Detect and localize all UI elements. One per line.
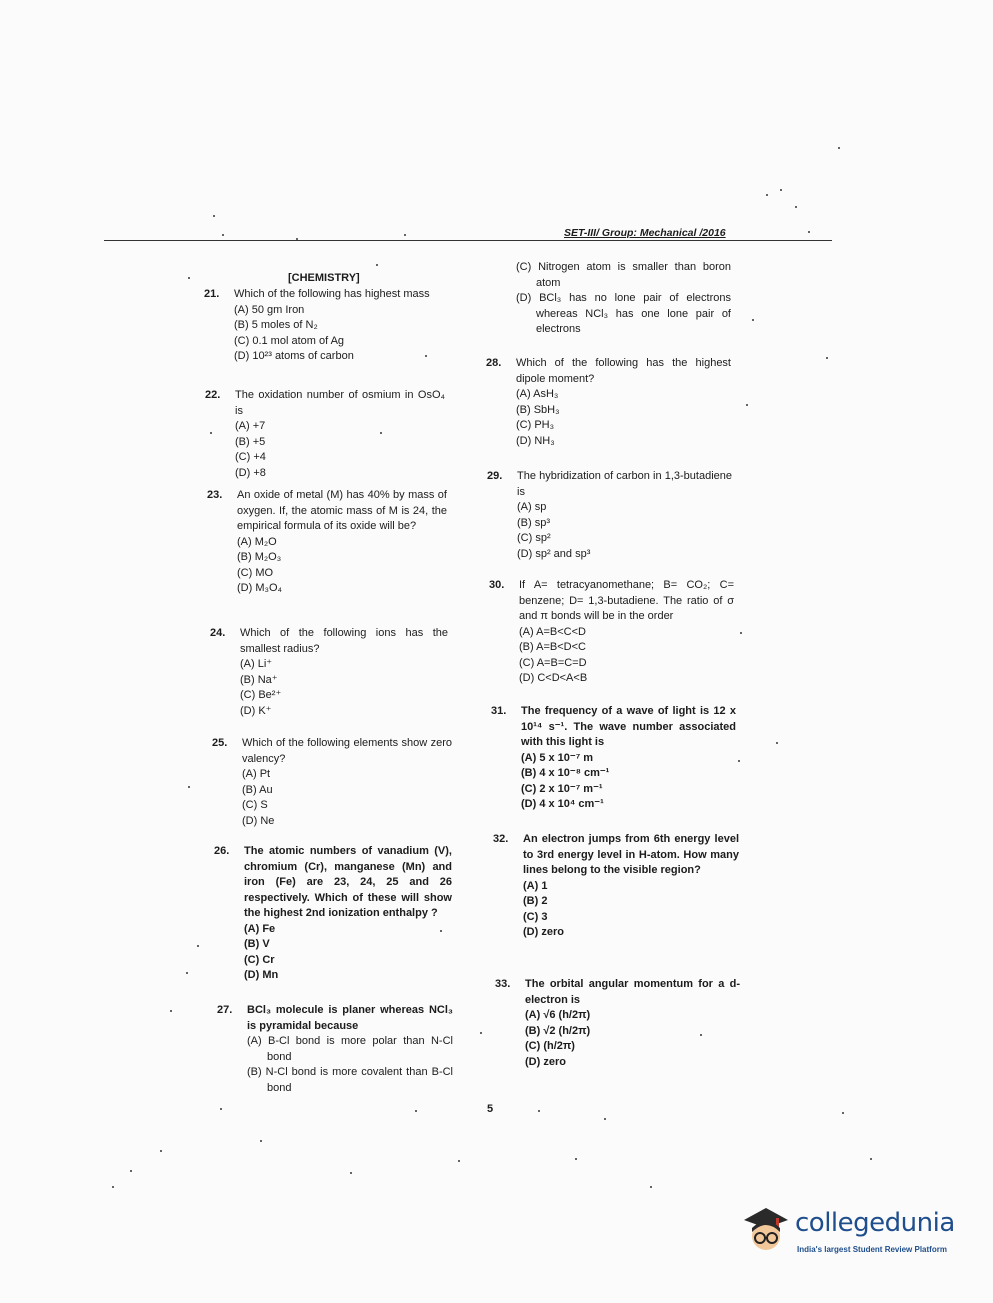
brand-tagline: India's largest Student Review Platform (797, 1245, 947, 1254)
option: (A) Li⁺ (240, 658, 273, 670)
option: (B) +5 (235, 435, 266, 448)
option: (B) 4 x 10⁻⁸ cm⁻¹ (521, 767, 610, 779)
option: (C) sp² (517, 532, 551, 544)
option: (D) 4 x 10⁴ cm⁻¹ (521, 798, 604, 810)
question-text: Which of the following has highest mass (234, 288, 430, 300)
question-text: The oxidation number of osmium in OsO₄ is (235, 389, 445, 417)
option: (D) C<D<A<B (519, 672, 588, 684)
option: (B) sp³ (517, 516, 550, 529)
option: (B) Na⁺ (240, 673, 278, 686)
option: (D) BCl₃ has no lone pair of electrons whereas NCl₃ has one lone pair of electrons (516, 292, 731, 335)
option: (A) Pt (242, 768, 271, 780)
option: (A) M₂O (237, 535, 277, 548)
option: (C) PH₃ (516, 419, 555, 431)
question-number: 28. (486, 357, 502, 369)
option: (D) K⁺ (240, 704, 272, 717)
option: (B) Au (242, 783, 273, 796)
question-number: 26. (214, 845, 230, 857)
option: (D) M₃O₄ (237, 582, 283, 594)
option: (D) Ne (242, 814, 275, 827)
question-text: The orbital angular momentum for a d-electron is (525, 978, 740, 1006)
option: (D) +8 (235, 466, 266, 479)
question-text: Which of the following elements show zero valency? (242, 737, 452, 765)
question-text: BCl₃ molecule is planer whereas NCl₃ is pyramidal because (247, 1004, 453, 1032)
option: (A) A=B<C<D (519, 625, 586, 638)
option: (A) 1 (523, 879, 548, 892)
question-number: 29. (487, 470, 503, 482)
question-text: If A= tetracyanomethane; B= CO₂; C= benzene; D= 1,3-butadiene. The ratio of σ and π bonds will be in the order (519, 579, 734, 622)
option: (B) SbH₃ (516, 403, 560, 416)
question-text: Which of the following has the highest dipole moment? (516, 357, 731, 385)
header-rule (104, 240, 832, 241)
question-23 (207, 488, 447, 597)
question-text: An oxide of metal (M) has 40% by mass of oxygen. If, the atomic mass of M is 24, the empirical formula of its oxide will be? (237, 489, 447, 532)
option: (A) 5 x 10⁻⁷ m (521, 751, 594, 764)
question-number: 21. (204, 288, 220, 300)
question-24 (210, 626, 448, 719)
option: (A) AsH₃ (516, 388, 559, 400)
question-text: The atomic numbers of vanadium (V), chromium (Cr), manganese (Mn) and iron (Fe) are 23, 24, 25 and 26 respectively. Which of these will show the highest 2nd ionization enthalpy ? (244, 845, 452, 919)
question-25 (212, 736, 452, 829)
option: (C) S (242, 799, 268, 811)
option: (A) 50 gm Iron (234, 303, 305, 316)
option: (B) V (244, 938, 270, 950)
question-number: 23. (207, 489, 223, 501)
option: (D) NH₃ (516, 434, 555, 447)
option: (C) 3 (523, 910, 548, 923)
page-header: SET-III/ Group: Mechanical /2016 (564, 227, 726, 239)
option: (A) sp (517, 501, 547, 513)
question-number: 31. (491, 705, 507, 717)
option: (C) 0.1 mol atom of Ag (234, 334, 345, 347)
question-number: 33. (495, 978, 511, 990)
option: (B) M₂O₃ (237, 551, 282, 563)
question-33 (495, 977, 740, 1070)
option: (C) MO (237, 566, 274, 579)
question-text: The frequency of a wave of light is 12 x 10¹⁴ s⁻¹. The wave number associated with this light is (521, 705, 736, 748)
question-text: An electron jumps from 6th energy level to 3rd energy level in H-atom. How many lines belong to the visible region? (523, 833, 739, 876)
page-number: 5 (487, 1103, 494, 1115)
option: (C) Be²⁺ (240, 689, 282, 701)
question-21 (204, 287, 444, 365)
option: (A) Fe (244, 922, 276, 935)
option: (D) sp² and sp³ (517, 547, 591, 560)
question-31 (491, 704, 736, 813)
option: (C) +4 (235, 451, 266, 463)
question-number: 22. (205, 389, 221, 401)
question-text: Which of the following ions has the smallest radius? (240, 627, 448, 655)
question-number: 24. (210, 627, 226, 639)
question-22 (205, 388, 445, 481)
option: (B) 2 (523, 895, 548, 907)
option: (D) zero (525, 1055, 566, 1068)
option: (B) √2 (h/2π) (525, 1024, 591, 1037)
option: (B) N-Cl bond is more covalent than B-Cl bond (247, 1066, 453, 1094)
question-30 (489, 578, 734, 687)
question-28 (486, 356, 731, 449)
question-number: 25. (212, 737, 228, 749)
option: (C) (h/2π) (525, 1040, 575, 1052)
option: (C) Nitrogen atom is smaller than boron atom (516, 261, 731, 289)
option: (A) +7 (235, 420, 266, 432)
option: (D) Mn (244, 969, 279, 981)
option: (D) 10²³ atoms of carbon (234, 350, 354, 362)
question-27 (217, 1003, 453, 1096)
option: (B) A=B<D<C (519, 641, 586, 653)
option: (A) B-Cl bond is more polar than N-Cl bond (247, 1035, 453, 1063)
option: (C) Cr (244, 953, 275, 966)
question-number: 30. (489, 579, 505, 591)
question-27-continued (516, 260, 731, 338)
question-26 (214, 844, 452, 984)
option: (C) 2 x 10⁻⁷ m⁻¹ (521, 782, 603, 795)
option: (C) A=B=C=D (519, 656, 587, 669)
mascot-icon (736, 1198, 796, 1260)
option: (D) zero (523, 926, 564, 938)
question-number: 27. (217, 1004, 233, 1016)
question-text: The hybridization of carbon in 1,3-butadiene is (517, 470, 732, 498)
section-title: [CHEMISTRY] (288, 272, 360, 284)
question-29 (487, 469, 732, 562)
option: (B) 5 moles of N₂ (234, 319, 318, 331)
brand-name: collegedunia (795, 1208, 955, 1238)
question-number: 32. (493, 833, 509, 845)
question-32 (493, 832, 739, 941)
option: (A) √6 (h/2π) (525, 1009, 591, 1021)
